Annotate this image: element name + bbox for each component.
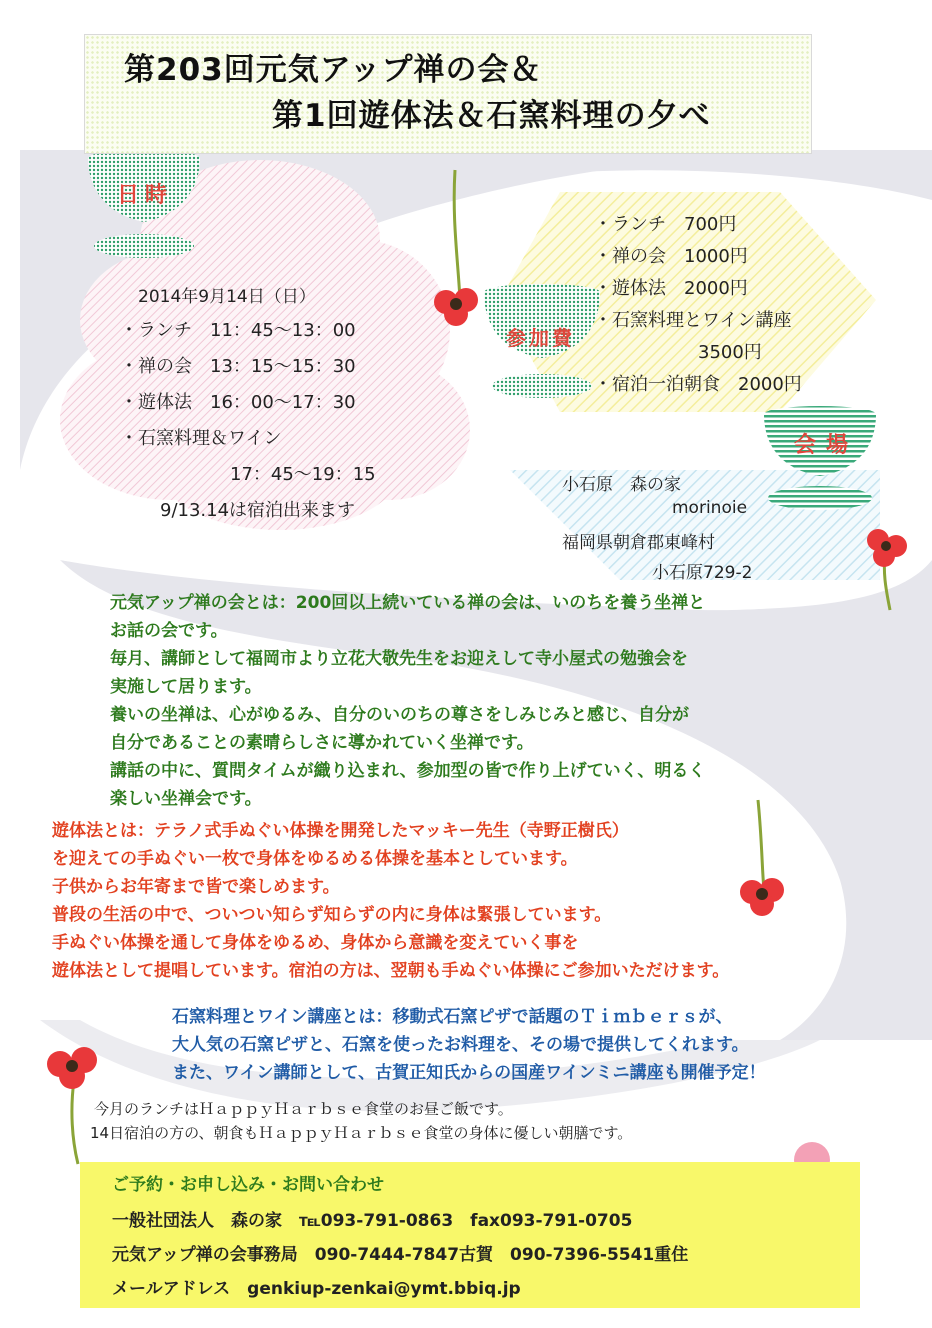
zen-text-line: 楽しい坐禅会です。: [110, 789, 262, 809]
zen-text-line: 毎月、講師として福岡市より立花大敬先生をお迎えして寺小屋式の勉強会を: [110, 649, 688, 669]
zen-text-line: 養いの坐禅は、心がゆるみ、自分のいのちの尊さをしみじみと感じ、自分が: [110, 705, 690, 725]
yutaiho-text-line: 手ぬぐい体操を通して身体をゆるめ、身体から意識を変えていく事を: [52, 933, 579, 953]
lunch-note-line: 14日宿泊の方の、朝食もＨａｐｐｙＨａｒｂｓｅ食堂の身体に優しい朝膳です。: [90, 1124, 633, 1142]
zen-text-line: お話の会です。: [110, 621, 228, 641]
kama-text-line: 大人気の石窯ピザと、石窯を使ったお料理を、その場で提供してくれます。: [172, 1035, 749, 1055]
schedule-line: ・禅の会 13：15～15：30: [120, 356, 356, 377]
contact-phone-fax: 一般社団法人 森の家 ℡093-791-0863 fax093-791-0705: [112, 1211, 633, 1231]
venue-line: 小石原 森の家: [562, 475, 681, 495]
venue-line: 福岡県朝倉郡東峰村: [562, 533, 715, 553]
contact-email: メールアドレス genkiup-zenkai@ymt.bbiq.jp: [112, 1279, 521, 1299]
schedule-line: 17：45～19：15: [230, 464, 376, 485]
zen-text-line: 実施して居ります。: [110, 677, 262, 697]
yutaiho-text-line: 普段の生活の中で、ついつい知らず知らずの内に身体は緊張しています。: [52, 905, 612, 925]
fees-heading: 参加費: [506, 326, 575, 350]
fee-line: ・禅の会 1000円: [594, 246, 748, 267]
schedule-line: ・石窯料理＆ワイン: [120, 428, 282, 449]
zen-text-line: 自分であることの素晴らしさに導かれていく坐禅です。: [110, 733, 534, 753]
schedule-line: ・ランチ 11：45～13：00: [120, 320, 356, 341]
yutaiho-text-line: を迎えての手ぬぐい一枚で身体をゆるめる体操を基本としています。: [52, 849, 578, 869]
venue-line: morinoie: [672, 498, 748, 518]
fee-line: ・遊体法 2000円: [594, 278, 748, 299]
yutaiho-text-line: 遊体法として提唱しています。宿泊の方は、翌朝も手ぬぐい体操にご参加いただけます。: [52, 961, 730, 981]
schedule-date: 2014年9月14日（日）: [138, 287, 316, 307]
fee-line: ・宿泊一泊朝食 2000円: [594, 374, 802, 395]
fee-line: ・ランチ 700円: [594, 214, 737, 235]
flower-icon-4: [47, 1047, 97, 1164]
schedule-heading: 日時: [117, 183, 174, 208]
zen-text-line: 講話の中に、質問タイムが織り込まれ、参加型の皆で作り上げていく、明るく: [110, 761, 706, 781]
title-line-1: 第203回元気アップ禅の会＆: [124, 52, 542, 88]
title-line-2: 第1回遊体法＆石窯料理の夕べ: [272, 98, 711, 134]
flower-icon-3: [740, 800, 784, 916]
yutaiho-text-line: 子供からお年寄まで皆で楽しめます。: [52, 877, 340, 897]
kama-text-line: 石窯料理とワイン講座とは：移動式石窯ピザで話題のＴｉｍｂｅｒｓが、: [172, 1007, 733, 1027]
venue-heading: 会場: [794, 433, 859, 458]
contact-office: 元気アップ禅の会事務局 090-7444-7847古賀 090-7396-5541重住: [112, 1245, 689, 1265]
fee-line: ・石窯料理とワイン講座: [594, 310, 792, 331]
lunch-note-line: 今月のランチはＨａｐｐｙＨａｒｂｓｅ食堂のお昼ご飯です。: [94, 1100, 513, 1118]
yutaiho-text-line: 遊体法とは：テラノ式手ぬぐい体操を開発したマッキー先生（寺野正樹氏）: [52, 821, 629, 841]
schedule-line: ・遊体法 16：00～17：30: [120, 392, 356, 413]
kama-text-line: また、ワイン講師として、古賀正知氏からの国産ワインミニ講座も開催予定！: [172, 1063, 766, 1083]
schedule-note: 9/13.14は宿泊出来ます: [160, 500, 356, 521]
venue-line: 小石原729-2: [652, 563, 753, 583]
zen-text-line: 元気アップ禅の会とは：200回以上続いている禅の会は、いのちを養う坐禅と: [110, 593, 706, 613]
fee-line: 3500円: [698, 342, 762, 363]
contact-heading: ご予約・お申し込み・お問い合わせ: [112, 1175, 384, 1195]
